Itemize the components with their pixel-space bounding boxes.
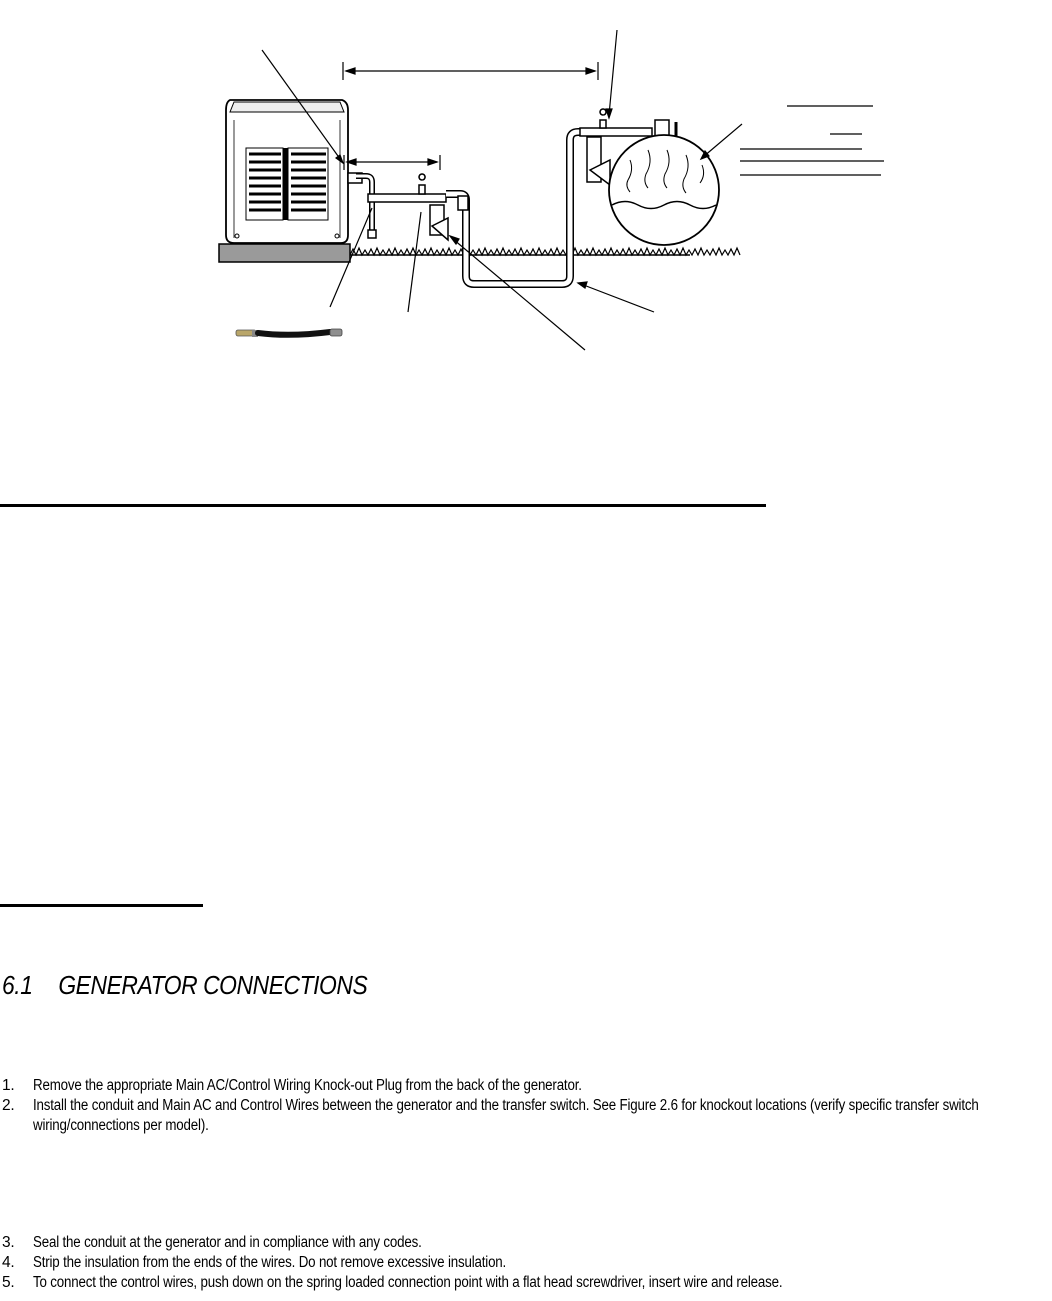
step-text: Strip the insulation from the ends of the wires. Do not remove excessive insulation. [33, 1254, 507, 1271]
step-item [0, 1253, 1052, 1273]
step-number: 5. [2, 1274, 15, 1291]
flex-hose-image [236, 329, 342, 337]
dimension-arrows [343, 62, 598, 170]
step-item [0, 1233, 1052, 1253]
blank-label-rules [740, 106, 884, 175]
propane-tank [609, 135, 719, 245]
step-text: Install the conduit and Main AC and Control Wires between the generator and the transfer switch. See Figure 2.6 for knockout locations (verify specific transfer switch wiring/connections per model). [33, 1097, 979, 1134]
steps-list-b [0, 1233, 1052, 1293]
generator [226, 100, 348, 243]
horizontal-rule-bottom [0, 904, 203, 907]
section-number: 6.1 [2, 970, 33, 1000]
step-item [0, 1096, 1052, 1136]
fuel-installation-diagram [0, 0, 1052, 400]
section-title: GENERATOR CONNECTIONS [58, 970, 368, 1000]
step-text: Remove the appropriate Main AC/Control Wiring Knock-out Plug from the back of the generator. [33, 1077, 582, 1094]
step-text: Seal the conduit at the generator and in compliance with any codes. [33, 1234, 422, 1251]
step-number: 4. [2, 1254, 15, 1271]
generator-pad [219, 244, 350, 262]
step-number: 1. [2, 1077, 15, 1094]
section-heading [2, 970, 367, 1001]
step-number: 3. [2, 1234, 15, 1251]
step-text: To connect the control wires, push down on the spring loaded connection point with a flat head screwdriver, insert wire and release. [33, 1274, 783, 1291]
steps-list-a [0, 1076, 1052, 1136]
step-number: 2. [2, 1097, 15, 1114]
ground-grass [350, 248, 740, 255]
step-item [0, 1273, 1052, 1293]
horizontal-rule-top [0, 504, 766, 507]
step-item [0, 1076, 1052, 1096]
